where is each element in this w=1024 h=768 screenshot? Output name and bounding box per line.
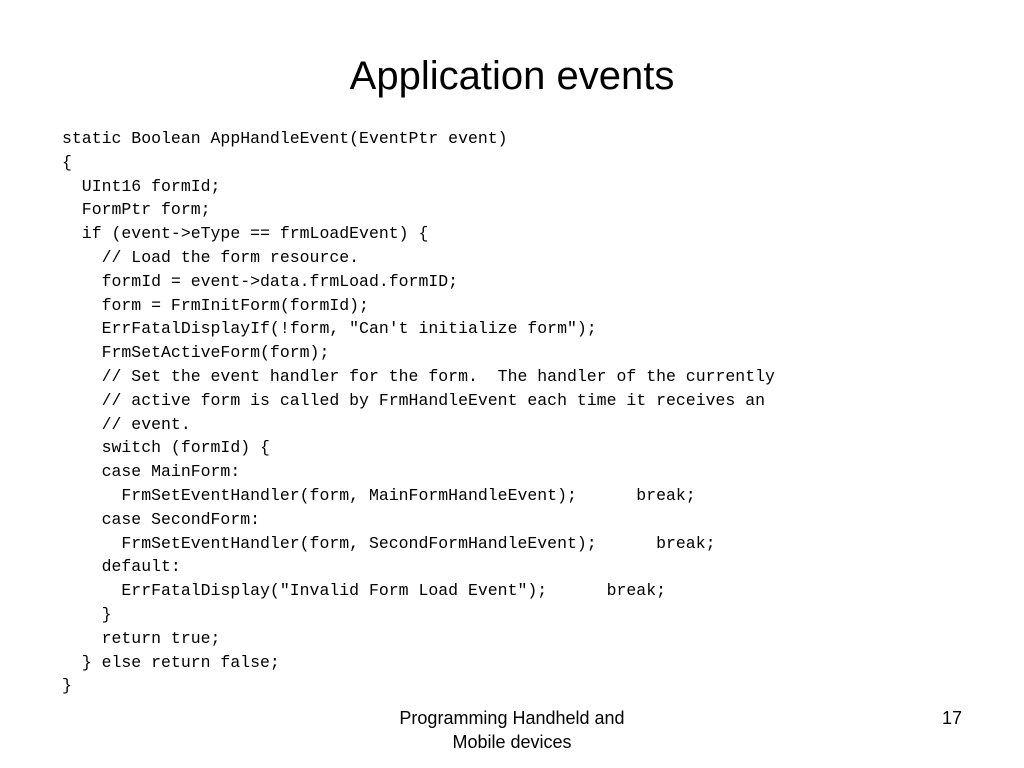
code-line: }: [62, 604, 112, 624]
code-line: FormPtr form;: [62, 200, 211, 220]
footer-line: Mobile devices: [452, 732, 572, 752]
slide-title: Application events: [349, 54, 675, 98]
code-line: default:: [62, 557, 181, 577]
code-line: if (event->eType == frmLoadEvent) {: [62, 224, 429, 244]
code-line: formId = event->data.frmLoad.formID;: [62, 271, 459, 291]
code-line: {: [62, 152, 72, 172]
code-block: [62, 127, 775, 698]
code-line: // event.: [62, 414, 191, 434]
code-line: case SecondForm:: [62, 509, 261, 529]
code-line: ErrFatalDisplay("Invalid Form Load Event"); break;: [62, 581, 666, 601]
code-line: UInt16 formId;: [62, 176, 221, 196]
code-line: } else return false;: [62, 652, 280, 672]
code-line: }: [62, 676, 72, 696]
code-line: FrmSetEventHandler(form, MainFormHandleEvent); break;: [62, 485, 696, 505]
code-line: return true;: [62, 628, 221, 648]
code-line: FrmSetEventHandler(form, SecondFormHandleEvent); break;: [62, 533, 716, 553]
code-line: case MainForm:: [62, 462, 241, 482]
code-line: switch (formId) {: [62, 438, 270, 458]
footer-text: [362, 706, 662, 754]
code-line: // active form is called by FrmHandleEvent each time it receives an: [62, 390, 766, 410]
code-line: form = FrmInitForm(formId);: [62, 295, 369, 315]
slide-number: 17: [941, 708, 962, 728]
code-line: // Set the event handler for the form. The handler of the currently: [62, 366, 775, 386]
code-line: ErrFatalDisplayIf(!form, "Can't initialize form");: [62, 319, 597, 339]
code-line: static Boolean AppHandleEvent(EventPtr event): [62, 129, 508, 148]
code-line: // Load the form resource.: [62, 247, 360, 267]
code-line: FrmSetActiveForm(form);: [62, 343, 330, 363]
footer-line: Programming Handheld and: [399, 708, 625, 728]
